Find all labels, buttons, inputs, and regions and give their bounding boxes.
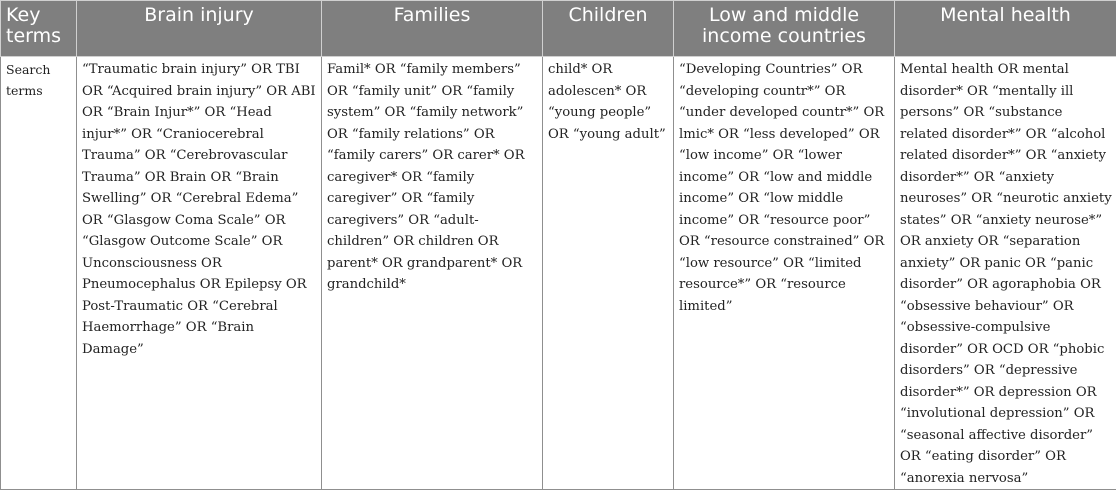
cell-mental-health-terms: Mental health OR mental disorder* OR “mentally ill persons” OR “substance related disorder*” OR “alcohol related disorder*” OR “anxiety disorder*” OR “anxiety neuroses” OR “neurotic anxiety states” OR “anxiety neurose*” OR anxiety OR “separation anxiety” OR panic OR “panic disorder” OR agoraphobia OR “obsessive behaviour” OR “obsessive-compulsive disorder” OR OCD OR “phobic disorders” OR “depressive disorder*” OR depression OR “involutional depression” OR “seasonal affective disorder” OR “eating disorder” OR “anorexia nervosa” [895,57,1116,490]
cell-families-terms: Famil* OR “family members” OR “family unit” OR “family system” OR “family network” OR “family relations” OR “family carers” OR carer* OR caregiver* OR “family caregiver” OR “family caregivers” OR “adult-children” OR children OR parent* OR grandparent* OR grandchild* [322,57,543,490]
cell-lmic-terms: “Developing Countries” OR “developing countr*” OR “under developed countr*” OR lmic* OR “less developed” OR “low income” OR “lower income” OR “low and middle income” OR “low middle income” OR “resource poor” OR “resource constrained” OR “low resource” OR “limited resource*” OR “resource limited” [674,57,895,490]
header-mental-health: Mental health [895,1,1116,57]
header-brain-injury: Brain injury [77,1,322,57]
header-families: Families [322,1,543,57]
header-row [1,1,1116,57]
table-row [1,57,1116,490]
cell-brain-injury-terms: “Traumatic brain injury” OR TBI OR “Acquired brain injury” OR ABI OR “Brain Injur*” OR “Head injur*” OR “Craniocerebral Trauma” OR “Cerebrovascular Trauma” OR Brain OR “Brain Swelling” OR “Cerebral Edema” OR “Glasgow Coma Scale” OR “Glasgow Outcome Scale” OR Unconsciousness OR Pneumocephalus OR Epilepsy OR Post-Traumatic OR “Cerebral Haemorrhage” OR “Brain Damage” [77,57,322,490]
header-key-terms: Key terms [1,1,77,57]
row-label-search-terms: Search terms [1,57,77,490]
cell-children-terms: child* OR adolescen* OR “young people” OR “young adult” [543,57,674,490]
header-lmic: Low and middle income countries [674,1,895,57]
header-children: Children [543,1,674,57]
